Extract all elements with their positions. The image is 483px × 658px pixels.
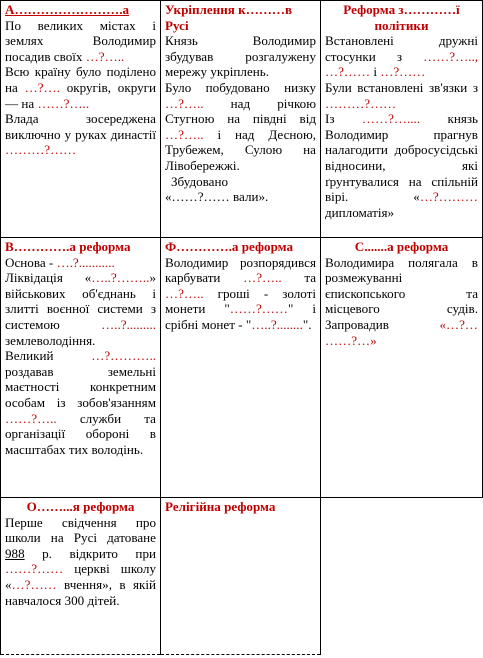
fort-p3-blank: «……?…… вали». xyxy=(165,189,269,205)
cell-education-reform xyxy=(1,498,161,655)
fin-p1-text2: та xyxy=(281,270,317,286)
foreign-p3-blank2: …?……… xyxy=(419,189,478,205)
edu-p1-text4: вчення», в якій навчалося 300 дітей. xyxy=(5,576,156,608)
admin-p1-text: По великих містах і землях Володимир посадив своїх xyxy=(5,17,156,64)
mil-l2-text2: » військових об'єднань і злитті воєнної системи з системою xyxy=(5,270,156,332)
edu-p1-text: Перше свідчення про школи на Русі датоване xyxy=(5,514,156,546)
religious-reform-title: Релігійна реформа xyxy=(165,499,276,514)
foreign-p3-text3: дипломатія» xyxy=(325,204,395,220)
edu-p1-text2: р. відкрито при xyxy=(24,545,156,561)
edu-p1-blank2: …?…… xyxy=(11,576,57,592)
admin-p2-blank2: ……?….. xyxy=(37,95,90,111)
foreign-p2-blank: ………?…… xyxy=(325,95,397,111)
cell-judicial-reform xyxy=(321,238,483,498)
admin-p2-text2: округів, округи — на xyxy=(5,79,156,111)
fort-p3-text: Збудовано xyxy=(171,173,229,189)
cell-financial-reform xyxy=(161,238,321,498)
fort-p2-blank1: …?….. xyxy=(165,95,204,111)
fin-p1-blank4: …..?........ xyxy=(251,316,303,332)
foreign-p1-blank1: ……?….., xyxy=(423,48,478,64)
fort-p2-text2: над річкою Стугною на півдні від xyxy=(165,95,316,127)
mil-l3-text: Великий xyxy=(5,348,92,364)
cell-military-reform xyxy=(1,238,161,498)
fin-p1-text3: гроші - золоті монети " xyxy=(165,285,316,317)
fin-p1-blank1: …?….. xyxy=(243,270,282,286)
mil-l2-blank2: …..?......... xyxy=(101,316,156,332)
mil-l1-blank: ….?........... xyxy=(56,254,115,270)
judicial-reform-text xyxy=(325,255,478,349)
cell-foreign-policy xyxy=(321,1,483,238)
admin-p2-blank1: …?…. xyxy=(24,79,60,95)
foreign-p1-blank2: …?…… xyxy=(325,64,371,80)
foreign-policy-text xyxy=(325,33,478,220)
mil-l3-blank1: …?……….. xyxy=(91,348,156,364)
mil-l3-blank2: ……?….. xyxy=(5,410,57,426)
fort-p2-blank2: …?….. xyxy=(165,126,204,142)
foreign-p1-blank3: …?…… xyxy=(380,64,426,80)
edu-p1-year: 988 xyxy=(5,545,25,561)
admin-p2-text: Всю країну було поділено на xyxy=(5,64,156,95)
financial-reform-title: Ф………….а реформа xyxy=(165,239,294,254)
mil-l2-text: Ліквідація « xyxy=(5,270,92,286)
military-reform-text xyxy=(5,255,156,458)
edu-p1-blank1: ……?…… xyxy=(5,561,64,577)
mil-l2-text3: землеволодіння. xyxy=(5,332,96,348)
fort-p2-text3: і над Десною, Трубежем, Сулою на Лівобережжі. xyxy=(165,126,316,173)
fortification-title: Укріплення к………в Русі xyxy=(165,2,293,33)
fin-p1-text: Володимир розпорядився карбувати xyxy=(165,254,316,286)
mil-l3-text2: роздавав земельні маєтності конкретним особам із зобов'язанням xyxy=(5,363,156,410)
cell-administrative-reform xyxy=(1,1,161,238)
jud-p1-text: Володимира полягала в розмежуванні єпископського та місцевого судів. Запровадив xyxy=(325,254,478,332)
jud-p1-blank2: ……?…» xyxy=(325,332,377,348)
admin-p3-text: Влада зосереджена виключно у руках династії xyxy=(5,111,156,142)
cell-fortification xyxy=(161,1,321,238)
fin-p1-text4: " і срібні монет - " xyxy=(165,301,316,332)
edu-p1-text3: церкві школу « xyxy=(5,561,156,592)
fort-p1: Князь Володимир збудував розгалужену мережу укріплень. xyxy=(165,33,316,80)
administrative-reform-title: А…………………….а xyxy=(5,2,130,17)
cell-religious-reform xyxy=(161,498,321,655)
admin-p1-blank: …?….. xyxy=(85,48,125,64)
fin-p1-text5: ". xyxy=(302,316,312,332)
judicial-reform-title: С.......а реформа xyxy=(354,239,449,254)
jud-p1-blank1: «…?… xyxy=(439,316,478,332)
foreign-p1-text: Встановлені дружні стосунки з xyxy=(325,33,478,64)
fin-p1-blank3: ……?…… xyxy=(229,301,288,317)
administrative-reform-text xyxy=(5,18,156,158)
foreign-p3-text: Із xyxy=(325,111,362,127)
mil-l1-text: Основа - xyxy=(5,254,57,270)
mil-l3-text3: служби та організації обороні в масштабах тих володінь. xyxy=(5,410,156,457)
cell-empty xyxy=(321,498,483,655)
foreign-p3-text2: князь Володимир прагнув налагодити добросусідські відносини, які ґрунтувалися на спільній вірі. xyxy=(325,111,478,205)
fort-p2-text: Було побудовано низку xyxy=(165,79,316,95)
foreign-p1-and: і xyxy=(370,64,381,80)
education-reform-title: О……...я реформа xyxy=(26,499,135,514)
admin-p3-blank: ………?…… xyxy=(5,142,77,158)
foreign-p2-text: Були встановлені зв'язки з xyxy=(325,79,478,95)
foreign-p3-quote: « xyxy=(413,189,420,205)
fortification-text xyxy=(165,33,316,205)
military-reform-title: В………….а реформа xyxy=(5,239,131,254)
mil-l2-blank1: …..?…….. xyxy=(91,270,150,286)
foreign-policy-title: Реформа з…………ї політики xyxy=(343,2,460,33)
education-reform-text xyxy=(5,515,156,609)
financial-reform-text xyxy=(165,255,316,333)
fin-p1-blank2: …?….. xyxy=(165,285,204,301)
foreign-p3-blank1: ……?….... xyxy=(361,111,421,127)
